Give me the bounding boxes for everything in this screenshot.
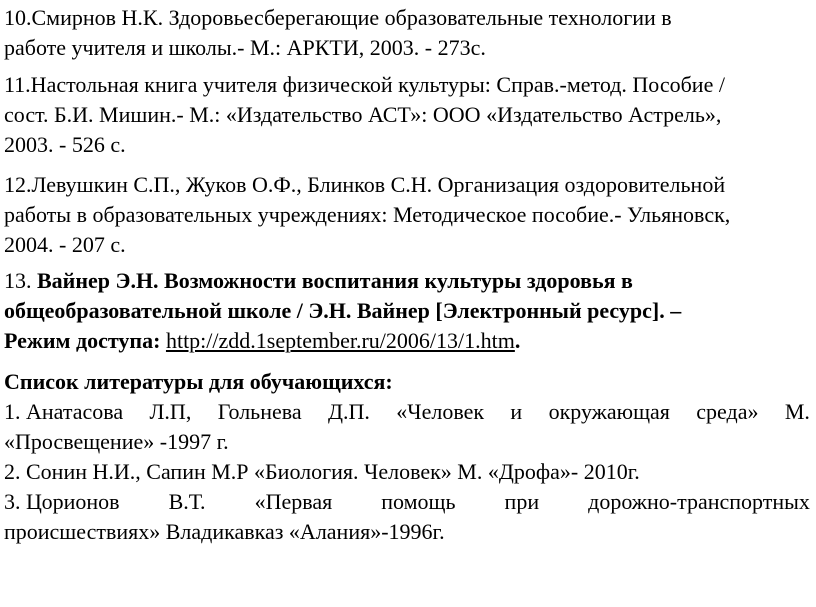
justified-word: 1. Анатасова: [4, 399, 124, 424]
reference-number: 13.: [4, 268, 32, 293]
reference-line: сост. Б.И. Мишин.- М.: «Издательство АСТ»: ООО «Издательство Астрель»,: [4, 102, 722, 127]
reference-10: [4, 3, 812, 63]
justified-word: «Человек: [396, 399, 485, 424]
reference-line: 12.Левушкин С.П., Жуков О.Ф., Блинков С.Н. Организация оздоровительной: [4, 172, 726, 197]
student-item-1-cont: «Просвещение» -1997 г.: [4, 429, 229, 454]
reference-line: 11.Настольная книга учителя физической культуры: Справ.-метод. Пособие /: [4, 72, 725, 97]
access-label: Режим доступа:: [4, 328, 161, 353]
reference-11: [4, 70, 812, 160]
justified-word: помощь: [381, 489, 456, 514]
reference-line: общеобразовательной школе / Э.Н. Вайнер [Электронный ресурс]. –: [4, 298, 682, 323]
justified-word: при: [504, 489, 540, 514]
justified-word: дорожно-транспортных: [588, 489, 810, 514]
student-item-3-cont: происшествиях» Владикавказ «Алания»-1996г.: [4, 519, 445, 544]
justified-word: Гольнева: [217, 399, 302, 424]
reference-line: 2004. - 207 с.: [4, 232, 126, 257]
justified-word: и: [510, 399, 523, 424]
reference-end: .: [514, 328, 521, 353]
justified-word: В.Т.: [168, 489, 206, 514]
justified-word: «Первая: [254, 489, 333, 514]
reference-line: 10.Смирнов Н.К. Здоровьесберегающие образовательные технологии в: [4, 5, 672, 30]
section-heading: Список литературы для обучающихся:: [4, 369, 393, 394]
reference-line: [4, 326, 812, 356]
student-item-2: 2. Сонин Н.И., Сапин М.Р «Биология. Человек» М. «Дрофа»- 2010г.: [4, 459, 640, 484]
justified-word: Л.П,: [149, 399, 192, 424]
resource-link[interactable]: http://zdd.1september.ru/2006/13/1.htm: [165, 328, 515, 353]
student-item-1-line: [4, 397, 810, 427]
reference-title: Вайнер Э.Н. Возможности воспитания культуры здоровья в: [37, 268, 633, 293]
justified-word: среда»: [696, 399, 759, 424]
student-literature: [4, 367, 812, 547]
reference-line: [4, 266, 812, 296]
student-item-3-line: [4, 487, 810, 517]
justified-word: М.: [784, 399, 810, 424]
reference-line: работе учителя и школы.- М.: АРКТИ, 2003. - 273с.: [4, 35, 486, 60]
justified-word: окружающая: [548, 399, 670, 424]
reference-line: работы в образовательных учреждениях: Методическое пособие.- Ульяновск,: [4, 202, 731, 227]
reference-12: [4, 170, 812, 260]
reference-13: [4, 266, 812, 356]
justified-word: 3. Цорионов: [4, 489, 120, 514]
justified-word: Д.П.: [328, 399, 370, 424]
reference-line: 2003. - 526 с.: [4, 132, 126, 157]
